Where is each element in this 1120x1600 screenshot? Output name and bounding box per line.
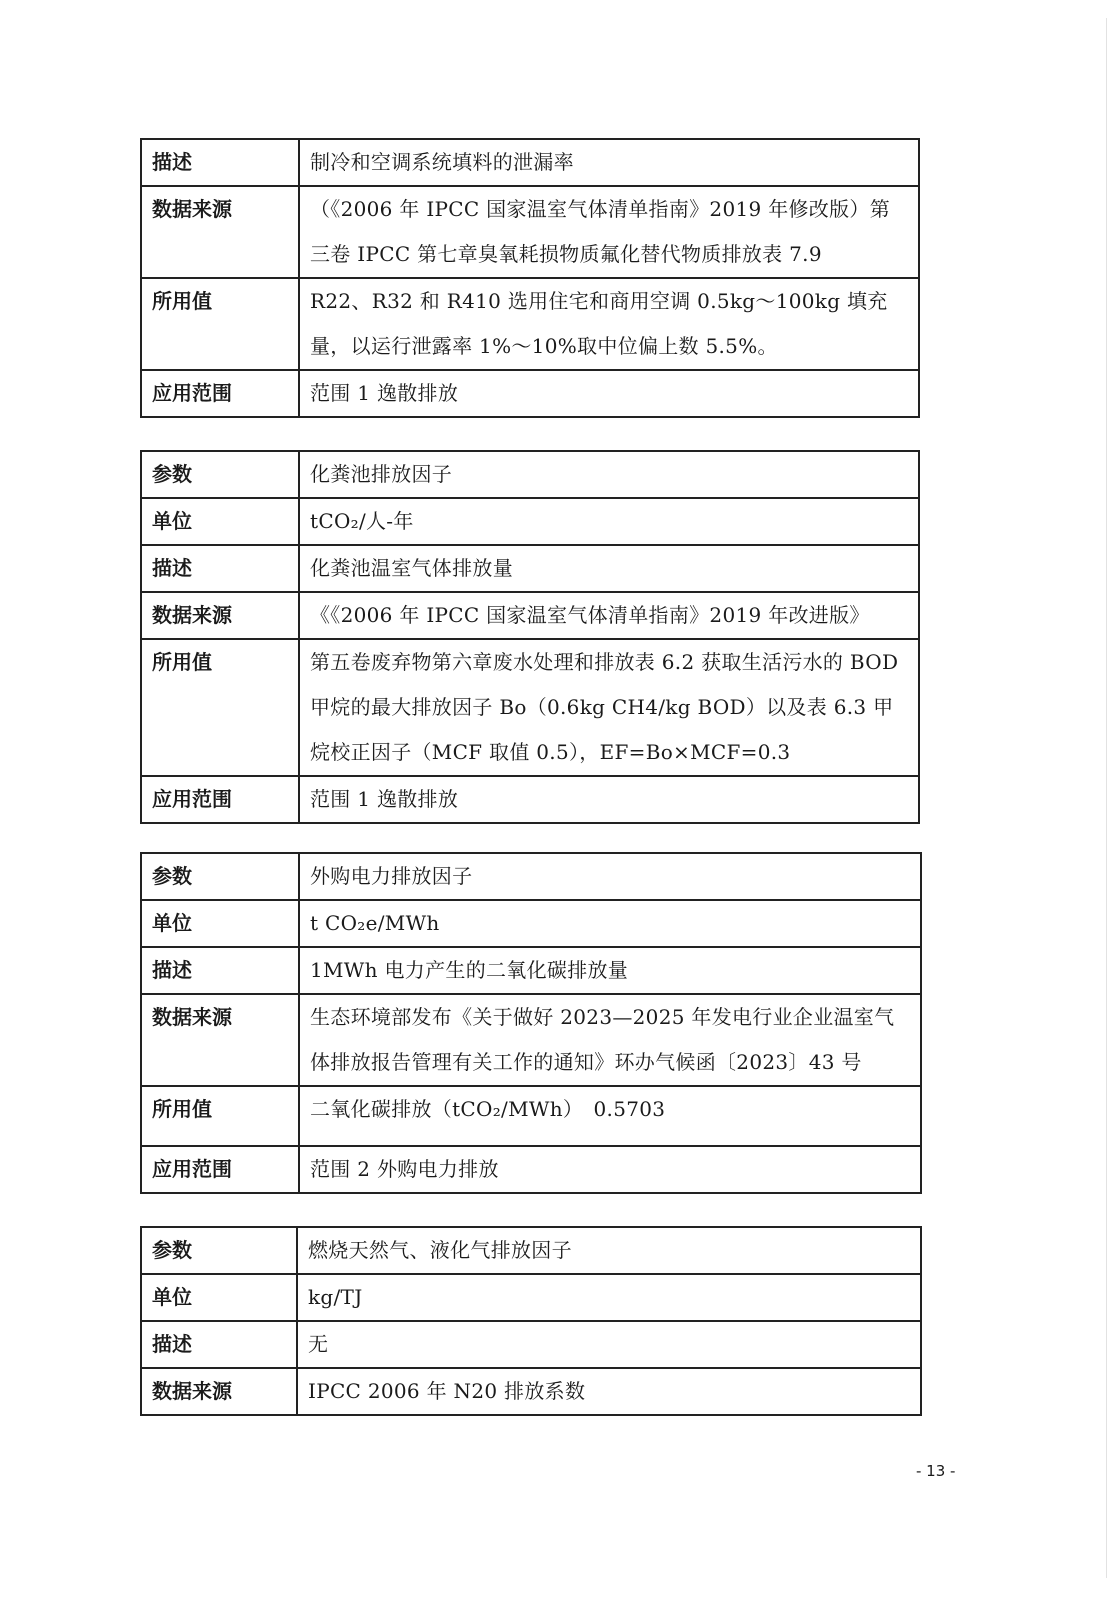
row-value: 二氧化碳排放（tCO₂/MWh） 0.5703 [299, 1086, 921, 1146]
table-row [141, 370, 919, 417]
row-key: 参数 [141, 1227, 297, 1274]
row-value: 制冷和空调系统填料的泄漏率 [299, 139, 919, 186]
table-row [141, 994, 921, 1086]
row-key: 应用范围 [141, 370, 299, 417]
row-key: 应用范围 [141, 1146, 299, 1193]
row-key: 所用值 [141, 1086, 299, 1146]
table-row [141, 1086, 921, 1146]
table-row [141, 776, 919, 823]
table-row [141, 947, 921, 994]
row-value: 生态环境部发布《关于做好 2023—2025 年发电行业企业温室气体排放报告管理有关工作的通知》环办气候函〔2023〕43 号 [299, 994, 921, 1086]
row-key: 单位 [141, 1274, 297, 1321]
row-key: 参数 [141, 853, 299, 900]
row-key: 描述 [141, 545, 299, 592]
row-key: 数据来源 [141, 592, 299, 639]
row-value: kg/TJ [297, 1274, 921, 1321]
table-row [141, 186, 919, 278]
scan-edge-line [1106, 18, 1107, 1578]
row-key: 所用值 [141, 278, 299, 370]
row-key: 单位 [141, 900, 299, 947]
row-key: 数据来源 [141, 1368, 297, 1415]
row-value: 无 [297, 1321, 921, 1368]
table-row [141, 592, 919, 639]
table-row [141, 853, 921, 900]
row-value: t CO₂e/MWh [299, 900, 921, 947]
param-table-septic-tank [140, 450, 920, 824]
param-table-refrigerant [140, 138, 920, 418]
row-value: 范围 2 外购电力排放 [299, 1146, 921, 1193]
row-value: 化粪池排放因子 [299, 451, 919, 498]
row-key: 描述 [141, 1321, 297, 1368]
row-key: 所用值 [141, 639, 299, 776]
row-value: 范围 1 逸散排放 [299, 776, 919, 823]
table-row [141, 1146, 921, 1193]
row-key: 描述 [141, 947, 299, 994]
row-value: 外购电力排放因子 [299, 853, 921, 900]
row-value: （《2006 年 IPCC 国家温室气体清单指南》2019 年修改版）第三卷 IPCC 第七章臭氧耗损物质氟化替代物质排放表 7.9 [299, 186, 919, 278]
table-row [141, 498, 919, 545]
param-table-purchased-electricity [140, 852, 922, 1194]
table-row [141, 1368, 921, 1415]
row-key: 参数 [141, 451, 299, 498]
row-value: 范围 1 逸散排放 [299, 370, 919, 417]
row-value: 燃烧天然气、液化气排放因子 [297, 1227, 921, 1274]
table-row [141, 451, 919, 498]
row-value: R22、R32 和 R410 选用住宅和商用空调 0.5kg～100kg 填充量，以运行泄露率 1%～10%取中位偏上数 5.5%。 [299, 278, 919, 370]
row-value: IPCC 2006 年 N20 排放系数 [297, 1368, 921, 1415]
row-value: 1MWh 电力产生的二氧化碳排放量 [299, 947, 921, 994]
row-key: 数据来源 [141, 994, 299, 1086]
row-key: 描述 [141, 139, 299, 186]
table-row [141, 900, 921, 947]
row-value: 《《2006 年 IPCC 国家温室气体清单指南》2019 年改进版》 [299, 592, 919, 639]
table-row [141, 639, 919, 776]
row-value: 第五卷废弃物第六章废水处理和排放表 6.2 获取生活污水的 BOD 甲烷的最大排放因子 Bo（0.6kg CH4/kg BOD）以及表 6.3 甲烷校正因子（MCF 取值 0.5），EF=Bo×MCF=0.3 [299, 639, 919, 776]
page-number: - 13 - [916, 1462, 956, 1480]
row-key: 单位 [141, 498, 299, 545]
table-row [141, 139, 919, 186]
row-value: tCO₂/人-年 [299, 498, 919, 545]
table-row [141, 278, 919, 370]
row-key: 数据来源 [141, 186, 299, 278]
param-table-natural-gas [140, 1226, 922, 1416]
table-row [141, 545, 919, 592]
table-row [141, 1321, 921, 1368]
row-value: 化粪池温室气体排放量 [299, 545, 919, 592]
table-row [141, 1227, 921, 1274]
table-row [141, 1274, 921, 1321]
row-key: 应用范围 [141, 776, 299, 823]
